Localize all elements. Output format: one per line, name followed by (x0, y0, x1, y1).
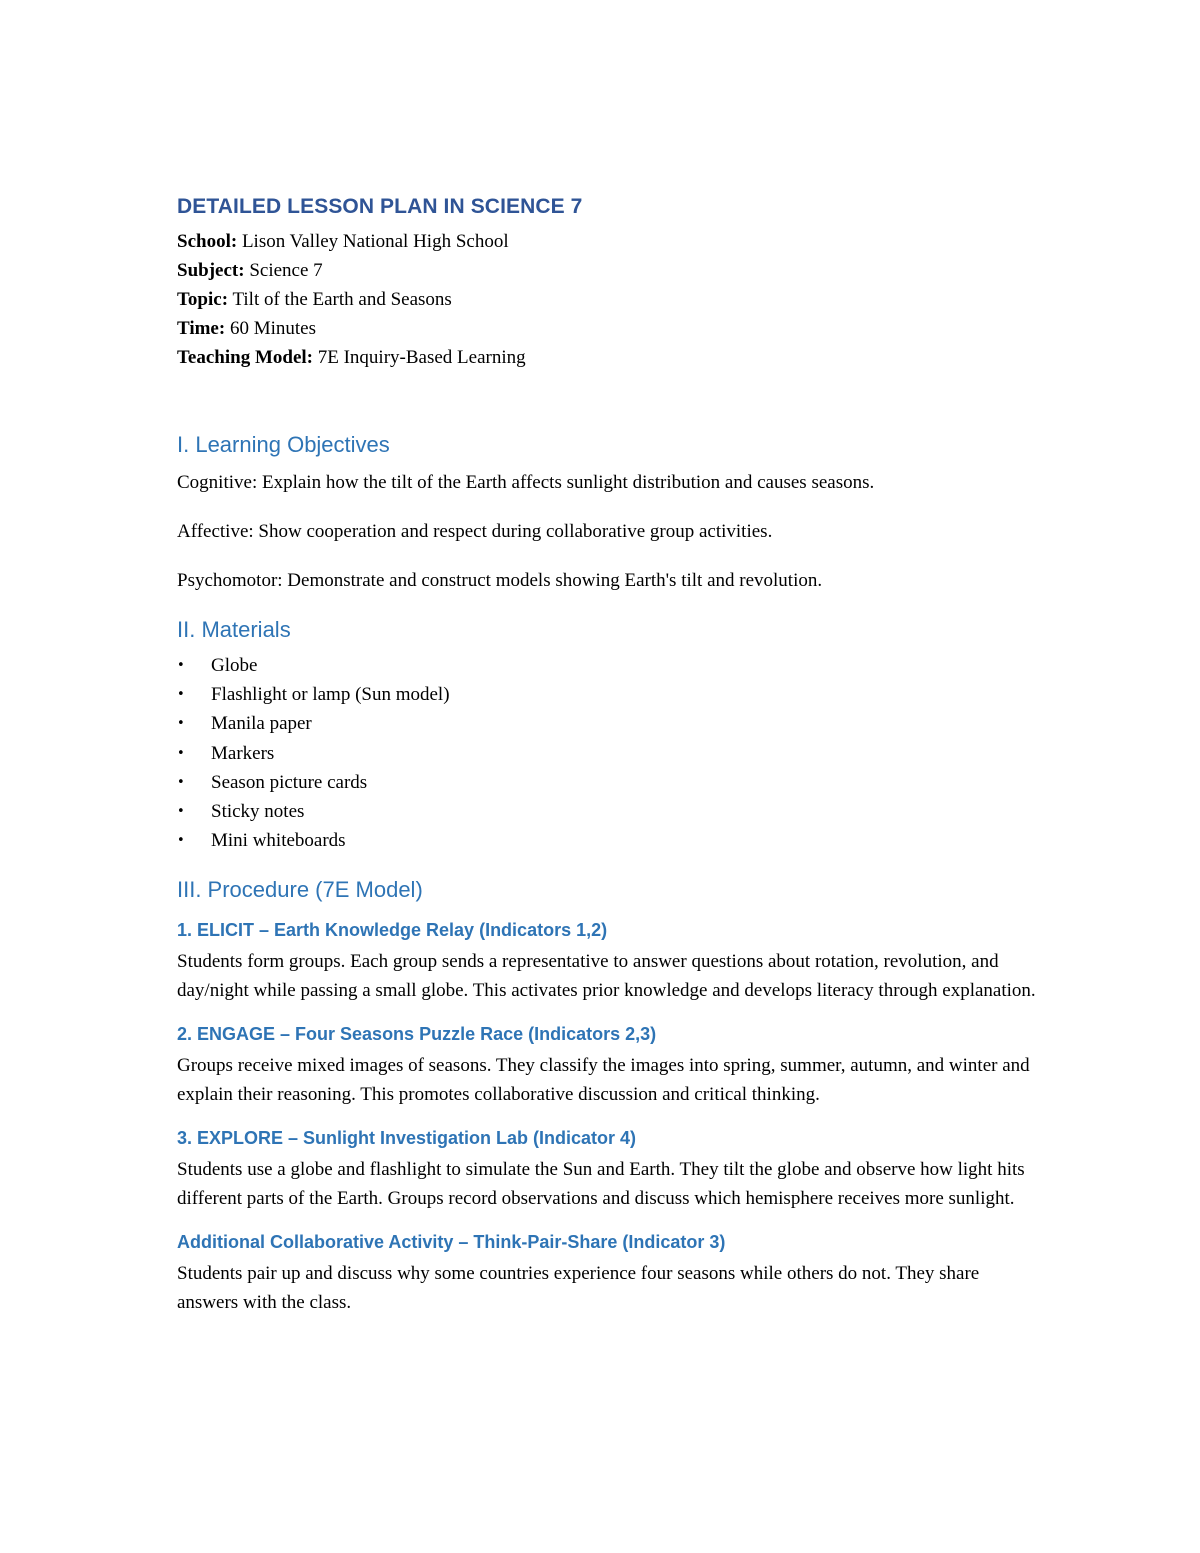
list-item-text: Season picture cards (211, 771, 368, 793)
meta-value: Lison Valley National High School (237, 231, 509, 252)
meta-key: Subject: (177, 260, 245, 281)
list-item-text: Markers (211, 742, 275, 764)
meta-key: Topic: (177, 289, 229, 310)
step-text: Students pair up and discuss why some countries experience four seasons while others do not. They share answers with the class. (177, 1263, 980, 1314)
meta-key: School: (177, 231, 238, 252)
list-item (177, 768, 1037, 797)
step-title: 1. ELICIT – Earth Knowledge Relay (Indicators 1,2) (177, 920, 608, 941)
list-item (177, 651, 1037, 680)
bullet-icon: • (177, 774, 185, 790)
meta-time (177, 314, 1037, 343)
list-item (177, 797, 1037, 826)
meta-value: Science 7 (244, 260, 323, 281)
list-item-text: Manila paper (211, 713, 312, 735)
lesson-meta (177, 227, 1037, 372)
list-item (177, 709, 1037, 738)
section-heading-objectives: I. Learning Objectives (177, 432, 390, 457)
meta-subject (177, 256, 1037, 285)
meta-topic (177, 285, 1037, 314)
step-text: Groups receive mixed images of seasons. They classify the images into spring, summer, autumn, and winter and explain their reasoning. This promotes collaborative discussion and critical thinking. (177, 1055, 1030, 1106)
document-page (177, 193, 1037, 1333)
step-title: 2. ENGAGE – Four Seasons Puzzle Race (Indicators 2,3) (177, 1024, 657, 1045)
list-item (177, 680, 1037, 709)
list-item (177, 826, 1037, 855)
step-title: Additional Collaborative Activity – Think-Pair-Share (Indicator 3) (177, 1232, 726, 1253)
objective-affective: Affective: Show cooperation and respect during collaborative group activities. (177, 521, 773, 542)
procedure-step-engage (177, 1021, 1037, 1109)
meta-key: Time: (177, 318, 226, 339)
objective-cognitive: Cognitive: Explain how the tilt of the Earth affects sunlight distribution and causes seasons. (177, 472, 875, 493)
section-heading-procedure: III. Procedure (7E Model) (177, 877, 423, 903)
bullet-icon: • (177, 687, 185, 703)
list-item-text: Flashlight or lamp (Sun model) (211, 684, 450, 706)
meta-school (177, 227, 1037, 256)
bullet-icon: • (177, 745, 185, 761)
step-text: Students form groups. Each group sends a representative to answer questions about rotation, revolution, and day/night while passing a small globe. This activates prior knowledge and develops literacy through explanation. (177, 951, 1036, 1002)
list-item (177, 739, 1037, 768)
document-title: DETAILED LESSON PLAN IN SCIENCE 7 (177, 195, 583, 218)
bullet-icon: • (177, 658, 185, 673)
objective-psychomotor: Psychomotor: Demonstrate and construct models showing Earth's tilt and revolution. (177, 570, 823, 591)
materials-list (177, 651, 1037, 855)
meta-value: 7E Inquiry-Based Learning (313, 347, 526, 368)
meta-teaching-model (177, 343, 1037, 372)
procedure-step-explore (177, 1125, 1037, 1213)
meta-key: Teaching Model: (177, 347, 313, 368)
step-text: Students use a globe and flashlight to simulate the Sun and Earth. They tilt the globe and observe how light hits different parts of the Earth. Groups record observations and discuss which hemisphere receives more sunlight. (177, 1159, 1025, 1210)
bullet-icon: • (177, 804, 185, 820)
meta-value: 60 Minutes (225, 318, 316, 339)
meta-value: Tilt of the Earth and Seasons (228, 289, 452, 310)
list-item-text: Sticky notes (211, 801, 305, 823)
bullet-icon: • (177, 833, 185, 849)
section-heading-materials: II. Materials (177, 617, 291, 642)
list-item-text: Mini whiteboards (211, 830, 346, 852)
procedure-step-elicit (177, 917, 1037, 1005)
bullet-icon: • (177, 716, 185, 732)
list-item-text: Globe (211, 655, 258, 676)
procedure-step-think-pair-share (177, 1229, 1037, 1317)
step-title: 3. EXPLORE – Sunlight Investigation Lab (Indicator 4) (177, 1128, 637, 1149)
